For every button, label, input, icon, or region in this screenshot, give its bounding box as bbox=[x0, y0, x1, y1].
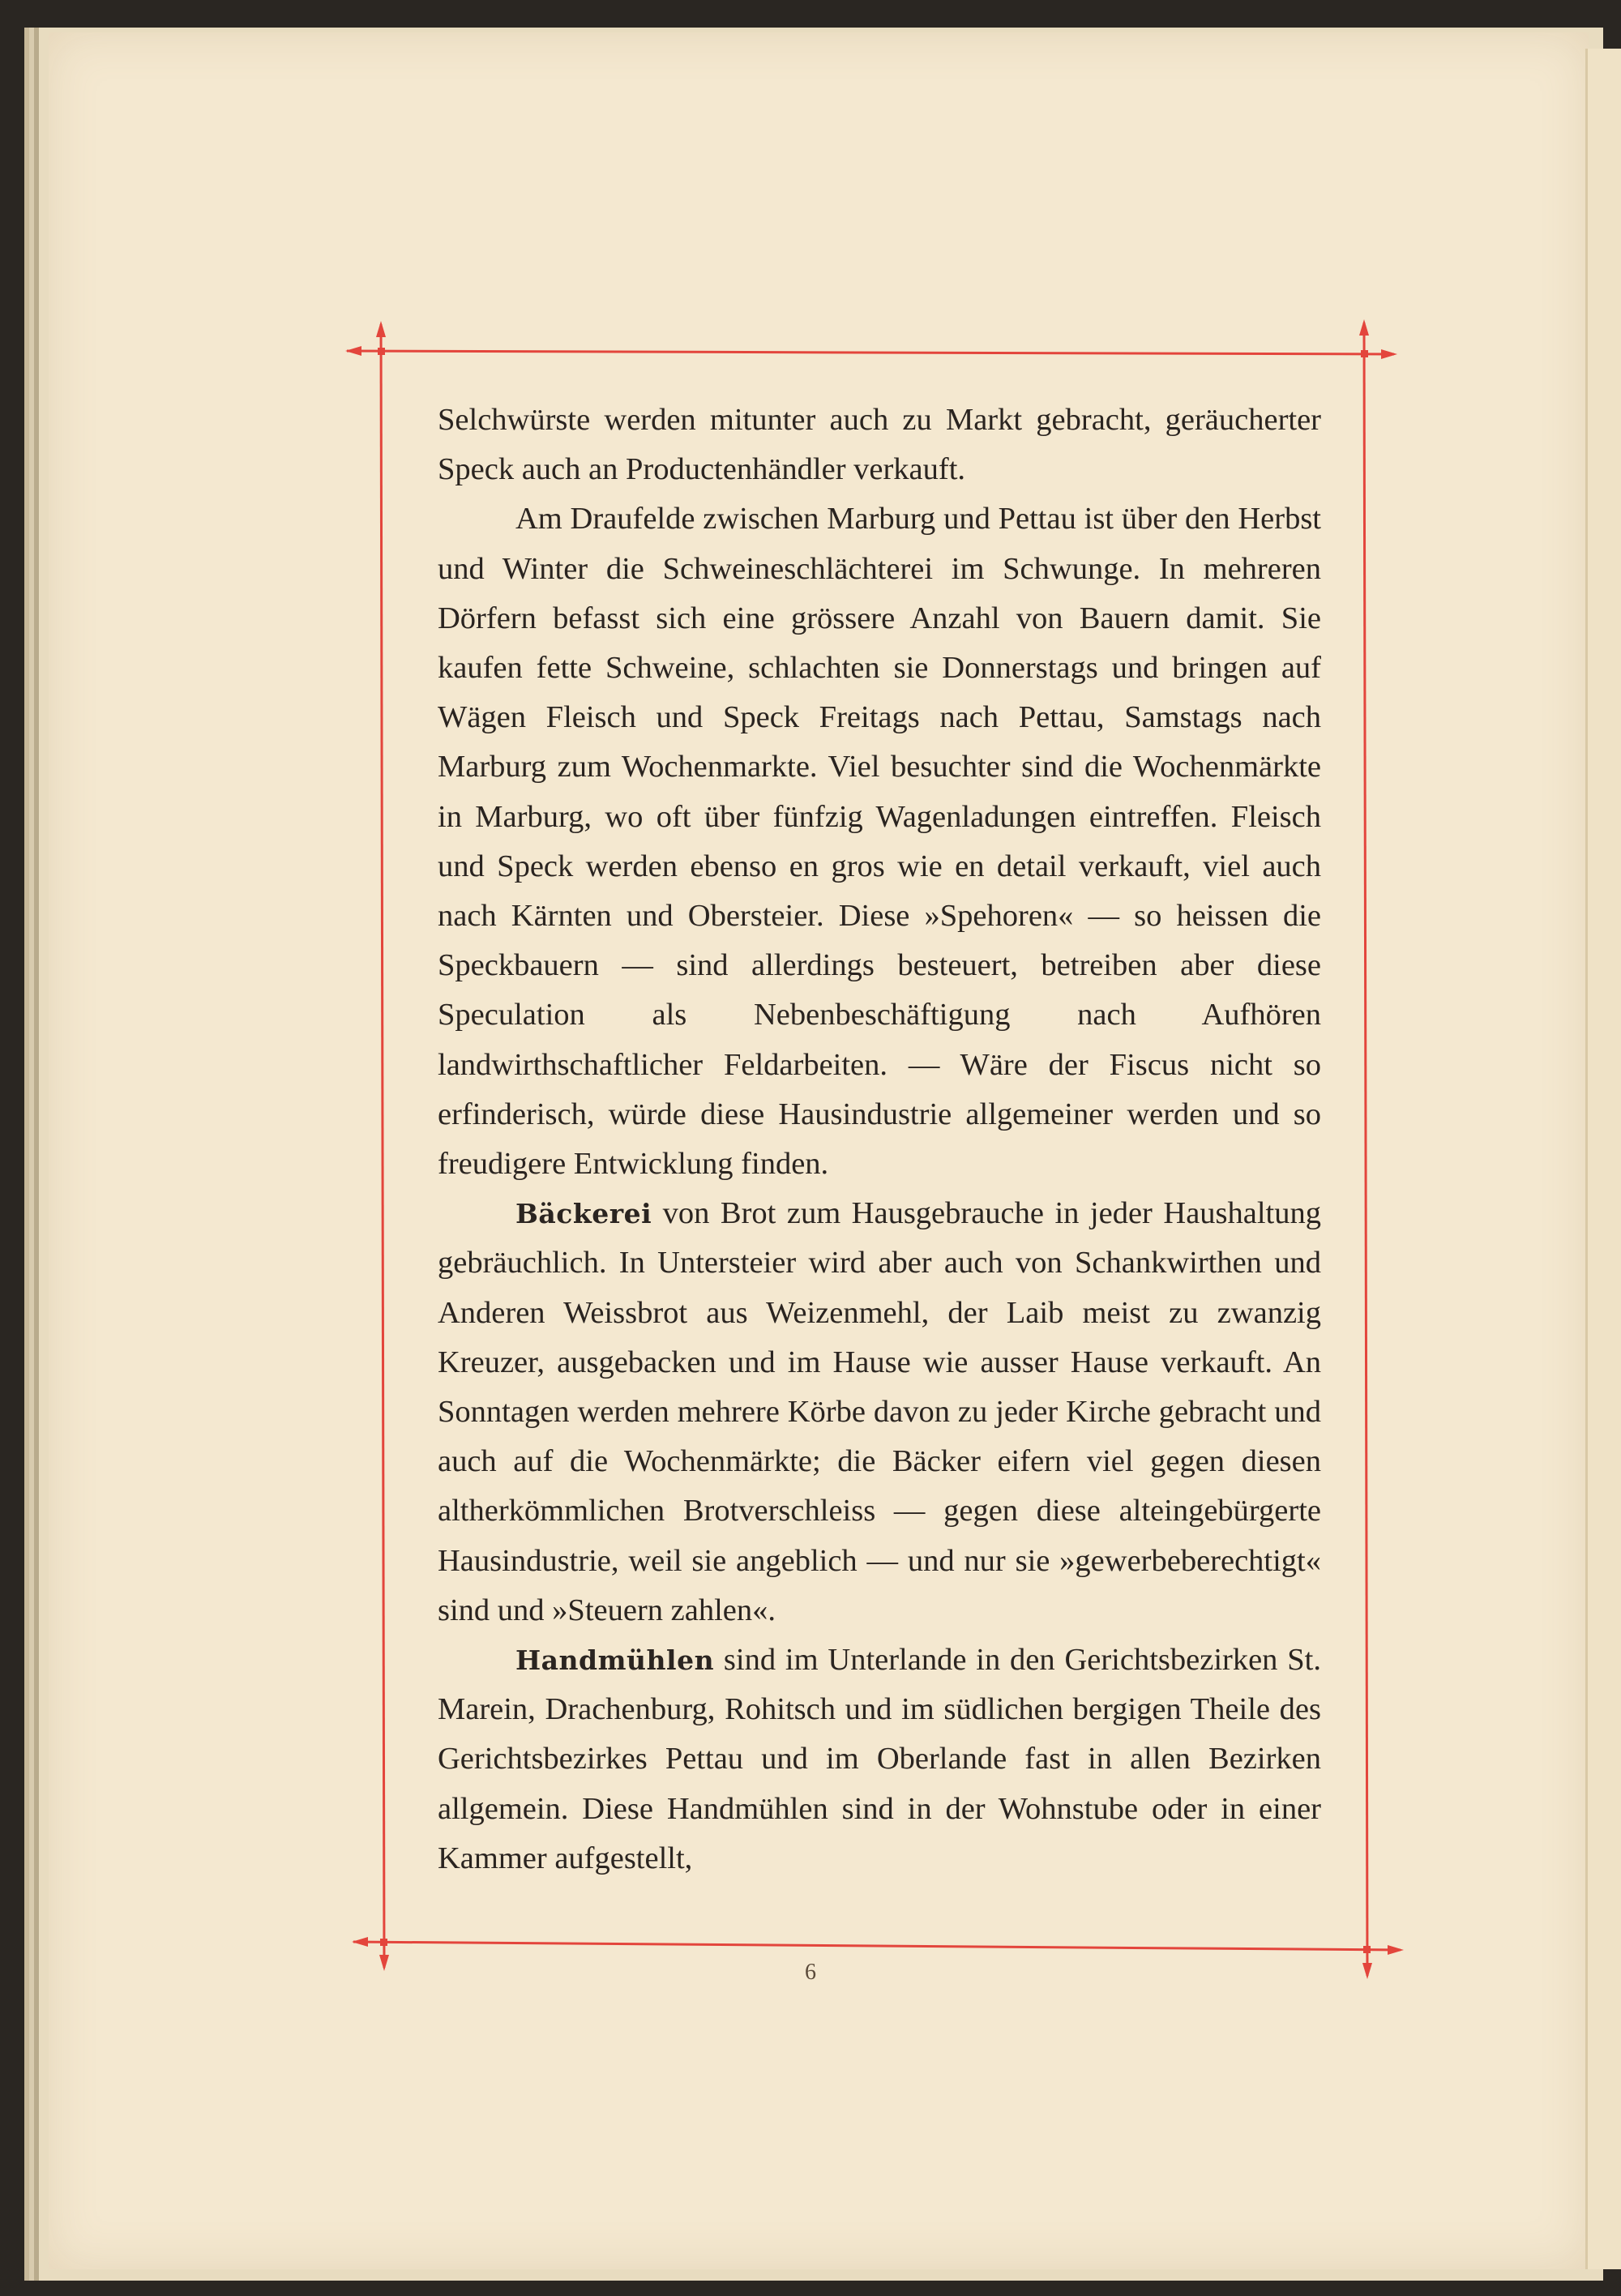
paragraph-4-text: sind im Unterlande in den Gerichtsbezirken St. Marein, Drachenburg, Rohitsch und im südlichen bergigen Theile des Gerichtsbezirkes Pettau und im Oberlande fast in allen Bezirken allgemein. Diese Handmühlen sind in der Wohnstube oder in einer Kammer aufgestellt, bbox=[438, 1643, 1321, 1875]
paragraph-3 bbox=[438, 1189, 1321, 1635]
frame-top-line bbox=[347, 351, 1394, 354]
frame-left-line bbox=[381, 324, 384, 1968]
frame-bottom-line bbox=[353, 1942, 1401, 1950]
frame-right-line bbox=[1364, 323, 1367, 1976]
paragraph-3-lead: Bäckerei bbox=[515, 1198, 652, 1230]
paragraph-4-lead: Handmühlen bbox=[515, 1644, 715, 1677]
paragraph-1-text: Selchwürste werden mitunter auch zu Markt gebracht, geräucherter Speck auch an Productenhändler verkauft. bbox=[438, 403, 1321, 487]
paragraph-2 bbox=[438, 494, 1321, 1189]
paragraph-3-text: von Brot zum Hausgebrauche in jeder Haushaltung gebräuchlich. In Untersteier wird aber auch von Schankwirthen und Anderen Weissbrot aus Weizenmehl, der Laib meist zu zwanzig Kreuzer, ausgebacken und im Hause wie ausser Hause verkauft. An Sonntagen werden mehrere Körbe davon zu jeder Kirche gebracht und auch auf die Wochenmärkte; die Bäcker eifern viel gegen diesen altherkömmlichen Brotverschleiss — gegen diese alteingebürgerte Hausindustrie, weil sie angeblich — und nur sie »gewerbeberechtigt« sind und »Steuern zahlen«. bbox=[438, 1196, 1321, 1627]
page-number: 6 bbox=[805, 1960, 816, 1985]
paragraph-1 bbox=[438, 395, 1321, 494]
paragraph-4 bbox=[438, 1635, 1321, 1883]
paragraph-2-text: Am Draufelde zwischen Marburg und Pettau ist über den Herbst und Winter die Schweineschlächterei im Schwunge. In mehreren Dörfern befasst sich eine grössere Anzahl von Bauern damit. Sie kaufen fette Schweine, schlachten sie Donnerstags und bringen auf Wägen Fleisch und Speck Freitags nach Pettau, Samstags nach Marburg zum Wochenmarkte. Viel besuchter sind die Wochenmärkte in Marburg, wo oft über fünfzig Wagenladungen eintreffen. Fleisch und Speck werden ebenso en gros wie en detail verkauft, viel auch nach Kärnten und Obersteier. Diese »Spehoren« — so heissen die Speckbauern — sind allerdings besteuert, betreiben aber diese Speculation als Nebenbeschäftigung nach Aufhören landwirthschaftlicher Feldarbeiten. — Wäre der Fiscus nicht so erfinderisch, würde diese Hausindustrie allgemeiner werden und so freudigere Entwicklung finden. bbox=[438, 502, 1321, 1182]
body-text bbox=[438, 395, 1321, 1883]
